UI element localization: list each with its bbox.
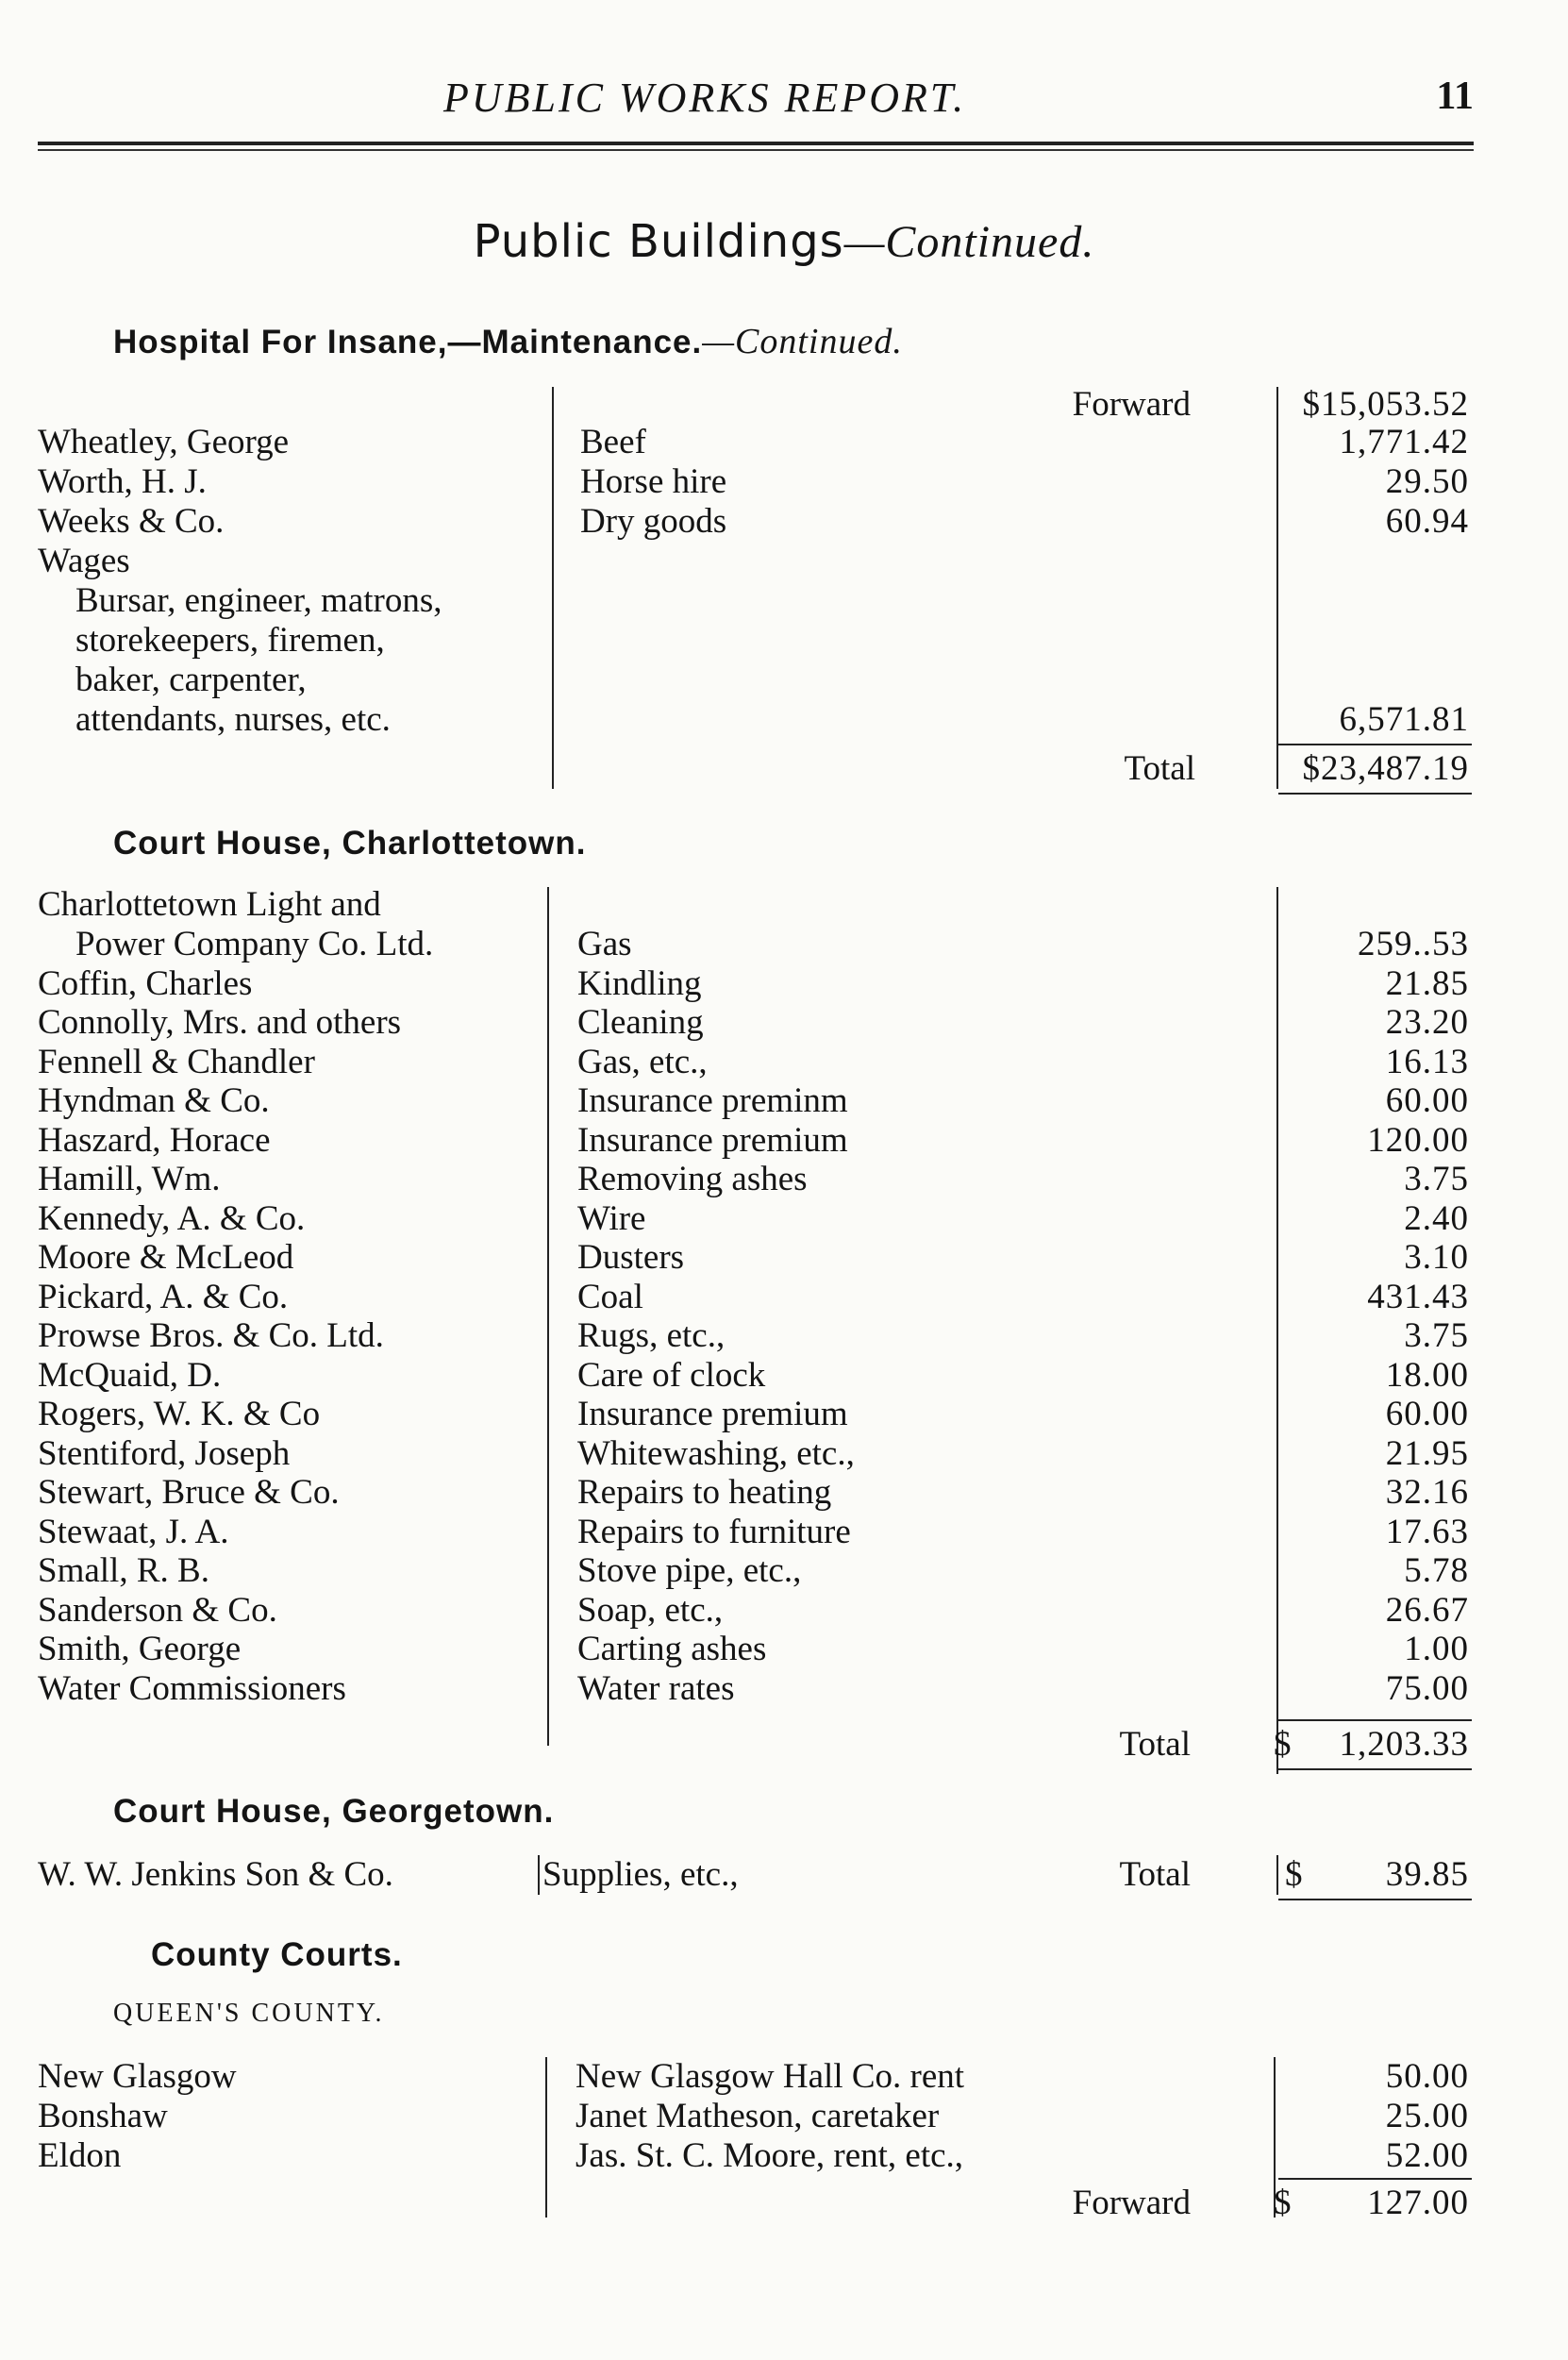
total-rule	[1278, 793, 1472, 795]
forward-label: Forward	[1072, 385, 1191, 424]
item: Kindling	[577, 964, 702, 1003]
amount: 52.00	[1385, 2136, 1469, 2175]
table-row	[0, 925, 1568, 964]
table-row	[0, 1395, 1568, 1434]
payee: New Glasgow	[38, 2057, 237, 2096]
subtotal-rule	[1278, 2178, 1472, 2180]
amount: 2.40	[1404, 1199, 1469, 1238]
hospital-heading	[113, 321, 903, 362]
running-title: PUBLIC WORKS REPORT.	[443, 75, 967, 121]
payee: Stentiford, Joseph	[38, 1434, 291, 1473]
item: Stove pipe, etc.,	[577, 1551, 802, 1590]
table-row	[0, 2097, 1568, 2136]
payee: Stewart, Bruce & Co.	[38, 1473, 340, 1512]
table-row	[0, 1160, 1568, 1199]
wages-amount: 6,571.81	[1339, 700, 1469, 739]
amount: 3.75	[1404, 1316, 1469, 1355]
table-row	[0, 1043, 1568, 1082]
payee: W. W. Jenkins Son & Co.	[38, 1855, 393, 1894]
item: Gas	[577, 925, 632, 963]
payee: Kennedy, A. & Co.	[38, 1199, 306, 1238]
amount: 60.00	[1385, 1081, 1469, 1120]
county-forward-row	[0, 2184, 1568, 2223]
item: Gas, etc.,	[577, 1043, 708, 1081]
amount: 1,771.42	[1339, 423, 1469, 461]
table-row	[0, 1238, 1568, 1278]
amount: 32.16	[1385, 1473, 1469, 1512]
table-row	[0, 2136, 1568, 2176]
item: Care of clock	[577, 1356, 766, 1395]
table-row	[0, 964, 1568, 1004]
item: Whitewashing, etc.,	[577, 1434, 855, 1473]
forward-amount: $15,053.52	[1302, 385, 1469, 424]
amount: 120.00	[1367, 1121, 1469, 1160]
table-row	[0, 423, 1568, 462]
item: Janet Matheson, caretaker	[575, 2097, 940, 2135]
payee: Pickard, A. & Co.	[38, 1278, 289, 1316]
item: Coal	[577, 1278, 643, 1316]
payee: Bonshaw	[38, 2097, 168, 2135]
table-row	[0, 1199, 1568, 1239]
payee: Prowse Bros. & Co. Ltd.	[38, 1316, 384, 1355]
table-row	[0, 1551, 1568, 1591]
total-rule	[1278, 1768, 1472, 1770]
payee: McQuaid, D.	[38, 1356, 222, 1395]
item: Dry goods	[580, 502, 727, 541]
wages-detail-line	[0, 581, 1568, 621]
table-row	[0, 1434, 1568, 1474]
table-row	[0, 502, 1568, 542]
payee: Charlottetown Light and	[38, 885, 381, 924]
total-dollar-sign: $	[1274, 1725, 1292, 1764]
amount: 21.95	[1385, 1434, 1469, 1473]
forward-label: Forward	[1072, 2184, 1191, 2222]
amount: 60.00	[1385, 1395, 1469, 1433]
amount: 50.00	[1385, 2057, 1469, 2096]
total-amount: 1,203.33	[1339, 1725, 1469, 1764]
amount: 16.13	[1385, 1043, 1469, 1081]
item: Insurance premium	[577, 1395, 848, 1433]
total-label: Total	[1124, 749, 1195, 788]
amount: 23.20	[1385, 1003, 1469, 1042]
table-row	[0, 1081, 1568, 1121]
hospital-heading-text: Hospital For Insane,—Maintenance.	[113, 324, 703, 360]
table-row	[0, 1003, 1568, 1043]
charlottetown-heading: Court House, Charlottetown.	[113, 825, 587, 862]
total-amount: 39.85	[1385, 1855, 1469, 1894]
wages-detail-line	[0, 661, 1568, 700]
header-rule-thin	[38, 149, 1474, 151]
subtotal-rule	[1278, 1719, 1472, 1721]
table-row	[0, 462, 1568, 502]
payee: Weeks & Co.	[38, 502, 225, 541]
item: Insurance preminm	[577, 1081, 848, 1120]
item: Insurance premium	[577, 1121, 848, 1160]
payee: Eldon	[38, 2136, 122, 2175]
table-row	[0, 1121, 1568, 1161]
hospital-forward-row	[0, 385, 1568, 425]
amount: 17.63	[1385, 1513, 1469, 1551]
total-amount: $23,487.19	[1302, 749, 1469, 788]
item: Jas. St. C. Moore, rent, etc.,	[575, 2136, 964, 2175]
total-dollar-sign: $	[1285, 1855, 1303, 1894]
total-label: Total	[1119, 1855, 1191, 1894]
wages-detail: attendants, nurses, etc.	[75, 700, 391, 739]
wages-detail: Bursar, engineer, matrons,	[75, 581, 442, 620]
item: Dusters	[577, 1238, 685, 1277]
table-row	[0, 1278, 1568, 1317]
amount: 3.75	[1404, 1160, 1469, 1198]
payee: Hyndman & Co.	[38, 1081, 270, 1120]
item: Rugs, etc.,	[577, 1316, 726, 1355]
header-rule-thick	[38, 142, 1474, 145]
item: Repairs to heating	[577, 1473, 832, 1512]
payee: Connolly, Mrs. and others	[38, 1003, 402, 1042]
amount: 29.50	[1385, 462, 1469, 501]
amount: 259..53	[1358, 925, 1469, 963]
subtotal-rule	[1278, 744, 1472, 745]
table-row	[0, 1356, 1568, 1396]
item: Cleaning	[577, 1003, 704, 1042]
amount: 431.43	[1367, 1278, 1469, 1316]
forward-dollar-sign: $	[1274, 2184, 1292, 2222]
payee: Sanderson & Co.	[38, 1591, 277, 1630]
amount: 1.00	[1404, 1630, 1469, 1668]
amount: 25.00	[1385, 2097, 1469, 2135]
total-label: Total	[1119, 1725, 1191, 1764]
charlottetown-total-row	[0, 1725, 1568, 1765]
wages-detail-line	[0, 621, 1568, 661]
table-row	[0, 1591, 1568, 1631]
county-courts-heading: County Courts.	[151, 1936, 403, 1973]
item: Horse hire	[580, 462, 727, 501]
payee: Smith, George	[38, 1630, 242, 1668]
amount: 3.10	[1404, 1238, 1469, 1277]
item: Repairs to furniture	[577, 1513, 851, 1551]
table-row	[0, 1316, 1568, 1356]
item: Beef	[580, 423, 646, 461]
running-head	[0, 74, 1568, 130]
amount: 75.00	[1385, 1669, 1469, 1708]
page-title-main: Public Buildings	[473, 215, 844, 268]
table-row	[0, 885, 1568, 925]
payee: Coffin, Charles	[38, 964, 253, 1003]
payee: Wheatley, George	[38, 423, 290, 461]
table-row	[0, 1669, 1568, 1709]
item: Water rates	[577, 1669, 735, 1708]
table-row	[0, 1855, 1568, 1895]
payee: Rogers, W. K. & Co	[38, 1395, 321, 1433]
georgetown-heading: Court House, Georgetown.	[113, 1793, 555, 1830]
payee: Haszard, Horace	[38, 1121, 271, 1160]
payee: Fennell & Chandler	[38, 1043, 315, 1081]
table-row	[0, 1630, 1568, 1669]
payee: Stewaat, J. A.	[38, 1513, 229, 1551]
item: Supplies, etc.,	[542, 1855, 739, 1894]
item: Soap, etc.,	[577, 1591, 724, 1630]
page-title-continued: —Continued.	[843, 217, 1095, 267]
item: New Glasgow Hall Co. rent	[575, 2057, 965, 2096]
amount: 5.78	[1404, 1551, 1469, 1590]
page-number: 11	[1436, 75, 1474, 118]
item: Carting ashes	[577, 1630, 767, 1668]
total-rule	[1278, 1899, 1472, 1900]
wages-detail-line	[0, 700, 1568, 740]
wages-detail: baker, carpenter,	[75, 661, 307, 699]
wages-row	[0, 542, 1568, 581]
page-title	[0, 215, 1568, 268]
payee: Hamill, Wm.	[38, 1160, 221, 1198]
item: Wire	[577, 1199, 646, 1238]
item: Removing ashes	[577, 1160, 808, 1198]
wages-label: Wages	[38, 542, 130, 580]
table-row	[0, 1513, 1568, 1552]
payee: Moore & McLeod	[38, 1238, 294, 1277]
hospital-total-row	[0, 749, 1568, 789]
payee: Small, R. B.	[38, 1551, 209, 1590]
amount: 18.00	[1385, 1356, 1469, 1395]
table-row	[0, 2057, 1568, 2097]
payee: Worth, H. J.	[38, 462, 207, 501]
hospital-heading-continued: —Continued.	[702, 322, 903, 361]
amount: 26.67	[1385, 1591, 1469, 1630]
county-label: QUEEN'S COUNTY.	[113, 1999, 385, 2028]
table-row	[0, 1473, 1568, 1513]
payee: Power Company Co. Ltd.	[75, 925, 434, 963]
forward-amount: 127.00	[1367, 2184, 1469, 2222]
amount: 21.85	[1385, 964, 1469, 1003]
wages-detail: storekeepers, firemen,	[75, 621, 385, 660]
amount: 60.94	[1385, 502, 1469, 541]
payee: Water Commissioners	[38, 1669, 346, 1708]
